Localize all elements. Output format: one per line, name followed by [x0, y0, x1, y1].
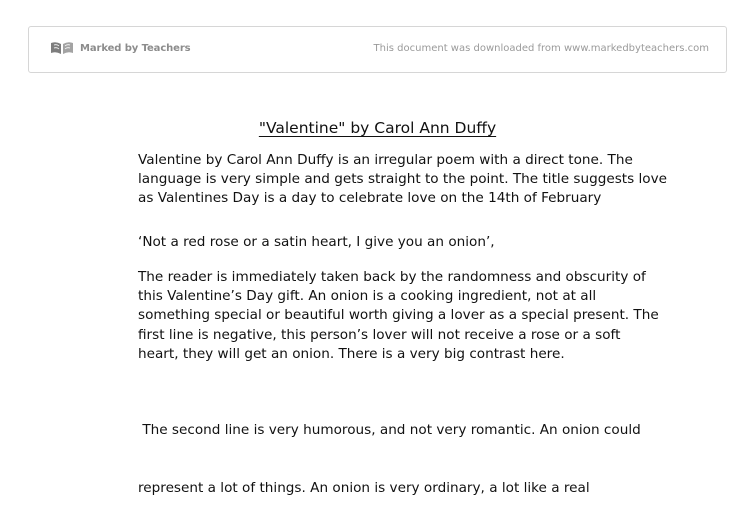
text-line: first line is negative, this person’s lover will not receive a rose or a soft	[138, 326, 621, 343]
site-banner	[28, 26, 727, 73]
text-line: represent a lot of things. An onion is very ordinary, a lot like a real	[138, 480, 590, 497]
quote-second-line	[138, 497, 401, 523]
paragraph-intro	[138, 151, 667, 209]
download-note: This document was downloaded from www.markedbyteachers.com	[373, 43, 709, 54]
text-line: language is very simple and gets straight to the point. The title suggests love	[138, 171, 668, 188]
text-line: this Valentine’s Day gift. An onion is a cooking ingredient, not at all	[138, 288, 597, 305]
text-line: ‘Not a red rose or a satin heart, I give you an onion’,	[138, 234, 495, 250]
quote-first-line	[138, 233, 495, 252]
text-line: The reader is immediately taken back by the randomness and obscurity of	[138, 269, 646, 285]
paragraph-analysis-1	[138, 268, 659, 364]
text-line: The second line is very humorous, and not very romantic. An onion could	[138, 422, 641, 439]
brand-name: Marked by Teachers	[80, 42, 191, 54]
text-line: as Valentines Day is a day to celebrate love on the 14th of February	[138, 190, 602, 207]
text-line: something special or beautiful worth giving a lover as a special present. The	[138, 307, 659, 324]
brand-logo[interactable]	[49, 40, 191, 56]
open-book-icon	[49, 40, 75, 56]
document-title: "Valentine" by Carol Ann Duffy	[258, 119, 497, 137]
text-line: heart, they will get an onion. There is a very big contrast here.	[138, 345, 565, 362]
text-line: Valentine by Carol Ann Duffy is an irregular poem with a direct tone. The	[138, 152, 633, 168]
